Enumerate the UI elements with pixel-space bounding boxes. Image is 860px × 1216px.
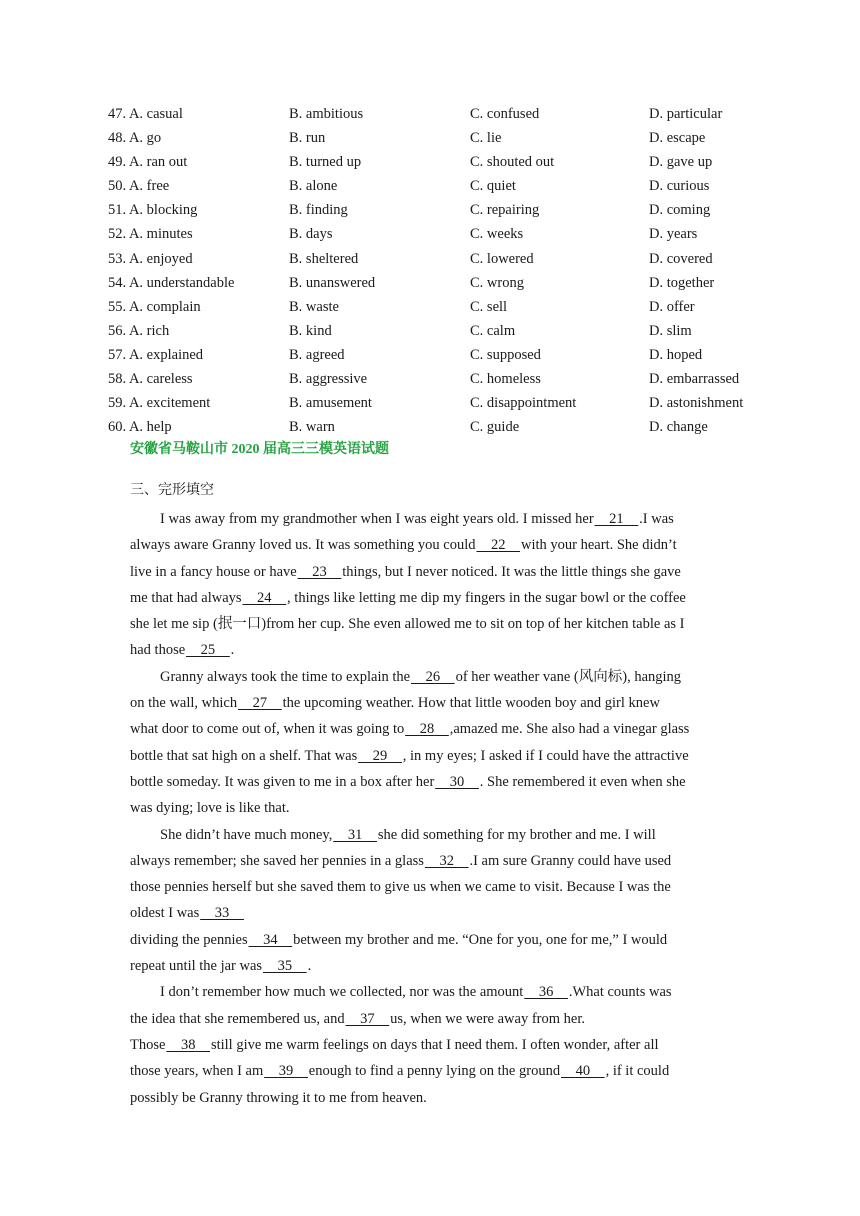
passage-line xyxy=(130,900,734,926)
option-a: 48. A. go xyxy=(108,130,162,147)
text-run: bottle someday. It was given to me in a box after her xyxy=(130,773,435,790)
passage-line xyxy=(130,795,734,821)
text-run: the idea that she remembered us, and xyxy=(130,1010,345,1027)
option-b: B. agreed xyxy=(289,346,345,363)
option-row xyxy=(108,295,808,319)
option-a: 47. A. casual xyxy=(108,106,183,122)
option-a: 51. A. blocking xyxy=(108,202,198,219)
text-run: always aware Granny loved us. It was something you could xyxy=(130,537,476,554)
text-run: . xyxy=(230,642,235,659)
text-run: . She remembered it even when she xyxy=(479,773,686,790)
option-d: D. years xyxy=(649,226,698,243)
text-run: what door to come out of, when it was going to xyxy=(130,721,405,738)
option-d: D. escape xyxy=(649,130,706,147)
option-a: 54. A. understandable xyxy=(108,274,235,291)
option-a: 52. A. minutes xyxy=(108,226,193,243)
option-b: B. turned up xyxy=(289,154,362,171)
blank-24: 24 xyxy=(257,589,272,606)
option-a: 56. A. rich xyxy=(108,322,170,339)
text-run: enough to find a penny lying on the ground xyxy=(308,1063,561,1080)
option-c: C. weeks xyxy=(470,226,524,243)
source-title: 安徽省马鞍山市 2020 届高三三模英语试题 xyxy=(130,442,389,457)
text-run: I was away from my grandmother when I was eight years old. I missed her xyxy=(160,511,594,527)
blank-39: 39 xyxy=(278,1063,294,1080)
cloze-passage xyxy=(130,506,734,1111)
option-d: D. hoped xyxy=(649,346,703,363)
passage-line xyxy=(130,532,734,558)
text-run: me that had always xyxy=(130,589,242,606)
passage-line xyxy=(130,716,734,742)
option-row xyxy=(108,415,808,439)
text-run: had those xyxy=(130,642,186,659)
option-b: B. kind xyxy=(289,322,332,339)
text-run: Granny always took the time to explain the xyxy=(160,668,411,685)
option-row xyxy=(108,150,808,174)
passage-line xyxy=(130,874,734,900)
text-run: possibly be Granny throwing it to me from heaven. xyxy=(130,1089,427,1106)
passage-line xyxy=(130,664,734,690)
passage-line xyxy=(130,690,734,716)
text-run: Those xyxy=(130,1036,166,1053)
blank-37: 37 xyxy=(360,1010,375,1027)
blank-31: 31 xyxy=(347,826,363,843)
text-run: the upcoming weather. How that little wooden boy and girl knew xyxy=(282,695,660,712)
option-row xyxy=(108,271,808,295)
option-d: D. covered xyxy=(649,250,713,267)
text-run: .I am sure Granny could have used xyxy=(469,852,672,869)
option-row xyxy=(108,198,808,222)
passage-line xyxy=(130,1058,734,1084)
option-b: B. ambitious xyxy=(289,106,364,122)
text-run: dividing the pennies xyxy=(130,931,248,948)
passage-line xyxy=(130,506,734,532)
option-row xyxy=(108,391,808,415)
passage-line xyxy=(130,953,734,979)
passage-line xyxy=(130,637,734,663)
blank-28: 28 xyxy=(419,721,435,738)
option-d: D. astonishment xyxy=(649,395,744,412)
option-c: C. lie xyxy=(470,130,502,147)
blank-38: 38 xyxy=(180,1036,196,1053)
text-run: repeat until the jar was xyxy=(130,958,263,975)
option-c: C. sell xyxy=(470,298,508,315)
blank-34: 34 xyxy=(263,931,278,948)
option-d: D. change xyxy=(649,419,708,436)
option-b: B. warn xyxy=(289,419,335,436)
passage-line xyxy=(130,1085,734,1111)
text-run: always remember; she saved her pennies in a glass xyxy=(130,852,424,869)
text-run: was dying; love is like that. xyxy=(130,800,290,817)
blank-29: 29 xyxy=(372,747,388,764)
text-run: , things like letting me dip my fingers in the sugar bowl or the coffee xyxy=(287,589,686,606)
blank-33: 33 xyxy=(214,905,230,922)
blank-30: 30 xyxy=(449,773,465,790)
text-run: those years, when I am xyxy=(130,1063,264,1080)
text-run: live in a fancy house or have xyxy=(130,563,297,580)
option-b: B. run xyxy=(289,130,326,147)
option-row xyxy=(108,247,808,271)
blank-22: 22 xyxy=(491,537,506,554)
option-c: C. supposed xyxy=(470,346,541,363)
option-row xyxy=(108,319,808,343)
option-row xyxy=(108,343,808,367)
option-d: D. slim xyxy=(649,322,692,339)
blank-23: 23 xyxy=(312,563,327,580)
blank-25: 25 xyxy=(200,642,216,659)
text-run: .What counts was xyxy=(568,984,672,1001)
option-a: 49. A. ran out xyxy=(108,154,188,171)
text-run: ,amazed me. She also had a vinegar glass xyxy=(449,721,690,738)
text-run: , in my eyes; I asked if I could have the attractive xyxy=(402,747,689,764)
option-d: D. offer xyxy=(649,298,695,315)
text-run: .I was xyxy=(639,511,674,527)
passage-line xyxy=(130,1032,734,1058)
passage-line xyxy=(130,585,734,611)
text-run: us, when we were away from her. xyxy=(390,1010,585,1027)
text-run: on the wall, which xyxy=(130,695,238,712)
passage-line xyxy=(130,979,734,1005)
section-title: 三、完形填空 xyxy=(130,482,214,498)
option-c: C. shouted out xyxy=(470,154,555,171)
option-row xyxy=(108,174,808,198)
option-row xyxy=(108,367,808,391)
passage-line xyxy=(130,927,734,953)
passage-line xyxy=(130,848,734,874)
blank-32: 32 xyxy=(439,852,454,869)
option-a: 59. A. excitement xyxy=(108,395,211,412)
blank-40: 40 xyxy=(575,1063,591,1080)
text-run: bottle that sat high on a shelf. That was xyxy=(130,747,358,764)
text-run: she did something for my brother and me. I will xyxy=(377,826,656,843)
passage-line xyxy=(130,611,734,637)
option-a: 50. A. free xyxy=(108,178,170,195)
passage-line xyxy=(130,743,734,769)
blank-36: 36 xyxy=(538,984,554,1001)
option-c: C. repairing xyxy=(470,202,540,219)
option-b: B. waste xyxy=(289,298,339,315)
passage-line xyxy=(130,822,734,848)
option-a: 53. A. enjoyed xyxy=(108,250,193,267)
option-d: D. particular xyxy=(649,106,723,122)
option-b: B. days xyxy=(289,226,333,243)
option-b: B. finding xyxy=(289,202,348,219)
text-run: those pennies herself but she saved them to give us when we came to visit. Because I was the xyxy=(130,879,671,896)
text-run: with your heart. She didn’t xyxy=(521,537,677,554)
option-a: 55. A. complain xyxy=(108,298,201,315)
option-c: C. quiet xyxy=(470,178,516,195)
option-c: C. homeless xyxy=(470,371,541,388)
text-run: of her weather vane (风向标), hanging xyxy=(455,668,682,685)
option-row xyxy=(108,102,808,126)
option-d: D. together xyxy=(649,274,715,291)
option-row xyxy=(108,126,808,150)
option-c: C. wrong xyxy=(470,274,524,291)
blank-35: 35 xyxy=(277,958,293,975)
passage-line xyxy=(130,559,734,585)
text-run: She didn’t have much money, xyxy=(160,826,333,843)
text-run: things, but I never noticed. It was the little things she gave xyxy=(342,563,681,580)
option-a: 57. A. explained xyxy=(108,346,204,363)
option-c: C. lowered xyxy=(470,250,534,267)
option-b: B. amusement xyxy=(289,395,372,412)
option-c: C. calm xyxy=(470,322,516,339)
option-c: C. disappointment xyxy=(470,395,577,412)
text-run: between my brother and me. “One for you, one for me,” I would xyxy=(293,931,668,948)
option-d: D. coming xyxy=(649,202,711,219)
option-b: B. sheltered xyxy=(289,250,359,267)
blank-21: 21 xyxy=(609,511,624,527)
text-run: she let me sip (抿一口)from her cup. She even allowed me to sit on top of her kitchen table as I xyxy=(130,616,685,633)
option-d: D. curious xyxy=(649,178,710,195)
option-d: D. embarrassed xyxy=(649,371,740,388)
options-list xyxy=(108,102,808,439)
passage-line xyxy=(130,1006,734,1032)
option-b: B. unanswered xyxy=(289,274,376,291)
blank-26: 26 xyxy=(425,668,441,685)
option-a: 58. A. careless xyxy=(108,371,193,388)
blank-27: 27 xyxy=(252,695,268,712)
text-run: still give me warm feelings on days that I need them. I often wonder, after all xyxy=(210,1036,659,1053)
text-run: oldest I was xyxy=(130,905,200,922)
option-d: D. gave up xyxy=(649,154,713,171)
option-b: B. alone xyxy=(289,178,338,195)
option-b: B. aggressive xyxy=(289,371,368,388)
text-run: . xyxy=(307,958,312,975)
text-run: , if it could xyxy=(605,1063,670,1080)
option-c: C. confused xyxy=(470,106,540,122)
passage-line xyxy=(130,769,734,795)
option-a: 60. A. help xyxy=(108,419,172,436)
text-run: I don’t remember how much we collected, nor was the amount xyxy=(160,984,524,1001)
option-c: C. guide xyxy=(470,419,520,436)
option-row xyxy=(108,222,808,246)
